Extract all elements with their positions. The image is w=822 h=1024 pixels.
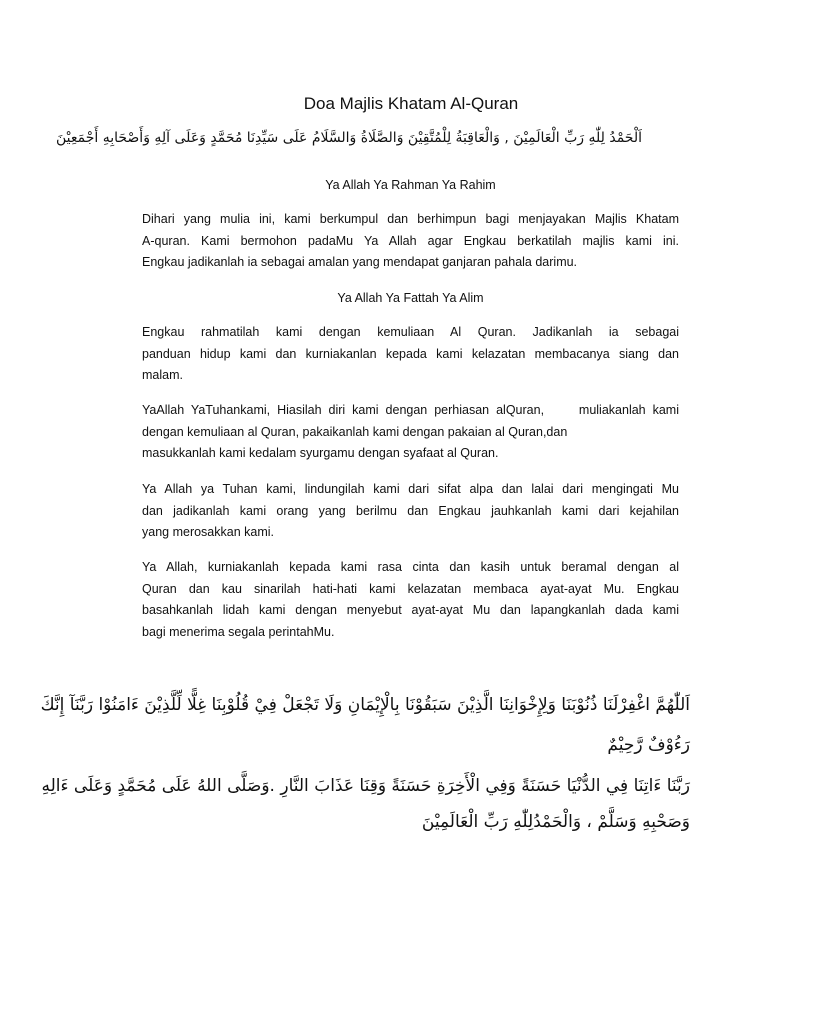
document-title: Doa Majlis Khatam Al-Quran: [303, 94, 519, 113]
paragraph-line: YaAllah YaTuhankami, Hiasilah diri kami dengan perhiasan alQuran, muliakanlah kami: [142, 403, 679, 417]
arabic-opening-line: اَلْحَمْدُ لِلّٰهِ رَبِّ الْعَالَمِيْنَ , وَالْعَاقِبَةُ لِلْمُتَّقِيْنَ وَالصَّلَاةُ وَالسَّلَامُ عَلَى سَيِّدِنَا مُحَمَّدٍ وَعَلَى آلِهِ وَأَصْحَابِهِ أَجْمَعِيْنَ: [55, 130, 642, 146]
paragraph-line: A-quran. Kami bermohon padaMu Ya Allah agar Engkau berkatilah majlis kami ini.: [142, 233, 679, 248]
paragraph-line: dengan kemuliaan al Quran, pakaikanlah kami dengan pakaian al Quran,dan: [142, 424, 568, 439]
arabic-line: رَبَّنَا ءَاتِنَا فِي الدُّنْيَا حَسَنَةً وَفِي الْأَخِرَةِ حَسَنَةً وَقِنَا عَذَابَ النَّارِ .وَصَلَّى اللهُ عَلَى مُحَمَّدٍ وَعَلَى ءَالِهِ: [41, 776, 690, 796]
paragraph-line: Ya Allah, kurniakanlah kepada kami rasa cinta dan kasih untuk beramal dengan al: [142, 560, 679, 574]
paragraph-line: panduan hidup kami dan kurniakanlan kepada kami kelazatan membacanya siang dan: [142, 346, 679, 361]
heading-ya-rahman: Ya Allah Ya Rahman Ya Rahim: [325, 178, 496, 192]
paragraph-3: [142, 400, 679, 465]
paragraph-line: Dihari yang mulia ini, kami berkumpul dan berhimpun bagi menjayakan Majlis Khatam: [142, 212, 679, 226]
paragraph-line: basahkanlah lidah kami dengan menyebut ayat-ayat Mu dan lapangkanlah dada kami: [142, 603, 679, 617]
heading-ya-fattah: Ya Allah Ya Fattah Ya Alim: [337, 291, 484, 305]
paragraph-line: Ya Allah ya Tuhan kami, lindungilah kami dari sifat alpa dan lalai dari mengingati Mu: [142, 482, 679, 496]
paragraph-line: dan jadikanlah kami orang yang berilmu dan Engkau jauhkanlah kami dari kejahilan: [142, 503, 679, 518]
arabic-line: رَءُوْفٌ رَّحِيْمٌ: [607, 735, 690, 755]
paragraph-1: [142, 209, 679, 274]
paragraph-line: bagi menerima segala perintahMu.: [142, 624, 335, 639]
paragraph-line: Quran dan kau sinarilah hati-hati kami kelazatan membaca ayat-ayat Mu. Engkau: [142, 581, 679, 596]
paragraph-4: [142, 479, 679, 544]
paragraph-line: masukkanlah kami kedalam syurgamu dengan syafaat al Quran.: [142, 446, 499, 460]
paragraph-line: Engkau rahmatilah kami dengan kemuliaan Al Quran. Jadikanlah ia sebagai: [142, 325, 679, 339]
arabic-line: اَللّٰهُمَّ اغْفِرْلَنَا ذُنُوْبَنَا وَلِإِخْوَانِنَا الَّذِيْنَ سَبَقُوْنَا بِالْإِيْمَانِ وَلَا تَجْعَلْ فِيْ قُلُوْبِنَا غِلًّا لِّلَّذِيْنَ ءَامَنُوْا رَبَّنَآ إِنَّكَ: [40, 695, 690, 715]
paragraph-line: malam.: [142, 368, 183, 382]
arabic-line: وَصَحْبِهِ وَسَلَّمْ ، وَالْحَمْدُلِلّٰهِ رَبِّ الْعَالَمِيْنَ: [421, 812, 690, 832]
paragraph-line: yang merosakkan kami.: [142, 525, 275, 539]
paragraph-5: [142, 557, 679, 643]
arabic-closing-prayer-1: [40, 685, 690, 765]
paragraph-2: [142, 322, 679, 387]
arabic-closing-prayer-2: [41, 768, 690, 840]
paragraph-line: Engkau jadikanlah ia sebagai amalan yang mendapat ganjaran pahala darimu.: [142, 255, 578, 269]
